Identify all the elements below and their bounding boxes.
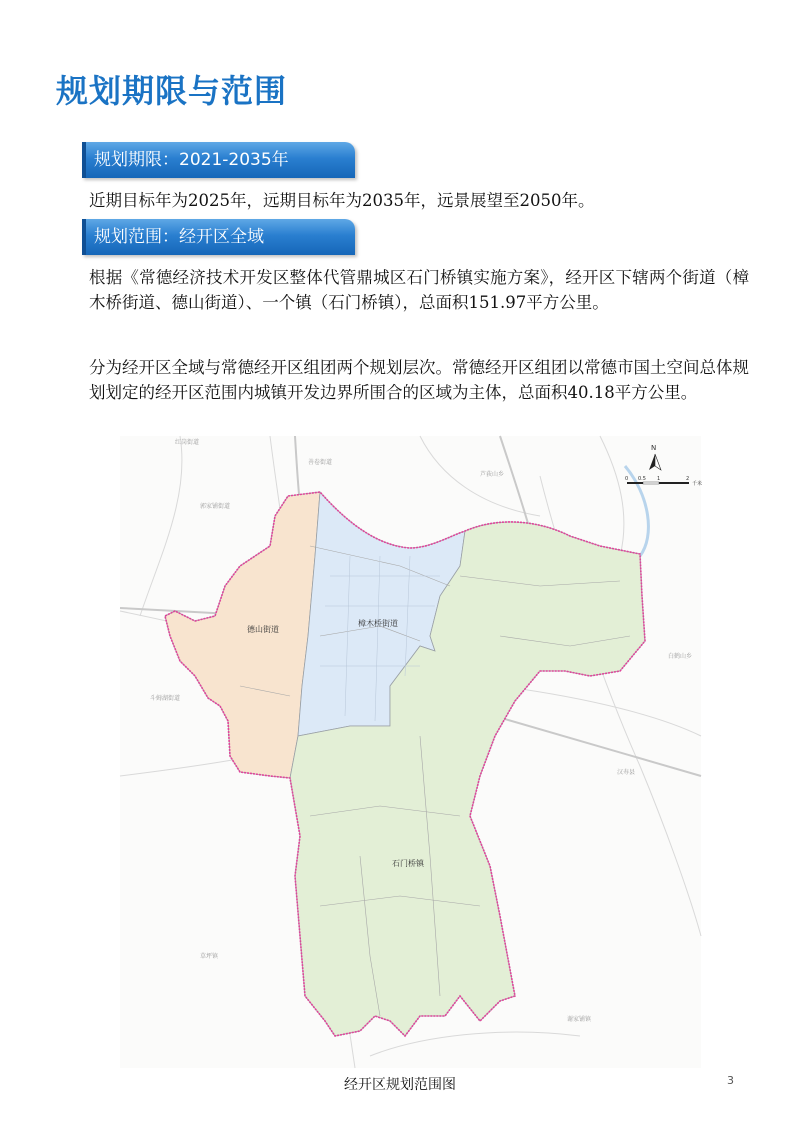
map-faint-label: 芦荻山乡	[480, 471, 505, 478]
scale-tick: 0.5	[638, 476, 646, 482]
map-faint-label: 谢家铺镇	[567, 1016, 592, 1023]
scale-tick: 1	[657, 476, 661, 482]
section-banner-planning-scope: 规划范围：经开区全域	[82, 219, 355, 255]
map-label-zhangmuqiao: 樟木桥街道	[358, 619, 398, 628]
map-svg	[120, 436, 701, 1068]
planning-scope-paragraph-1: 根据《常德经济技术开发区整体代管鼎城区石门桥镇实施方案》，经开区下辖两个街道（樟木桥街道、德山街道）、一个镇（石门桥镇），总面积151.97平方公里。	[89, 268, 749, 312]
map-faint-label: 草坪镇	[200, 953, 219, 960]
map-faint-label: 郭家铺街道	[200, 503, 231, 510]
map-caption: 经开区规划范围图	[344, 1077, 456, 1093]
north-label: N	[651, 444, 657, 452]
map-faint-label: 汉寿县	[617, 769, 636, 776]
page-title: 规划期限与范围	[56, 72, 288, 110]
north-arrow-icon	[649, 444, 661, 470]
planning-period-paragraph: 近期目标年为2025年，远期目标年为2035年，远景展望至2050年。	[89, 191, 595, 210]
planning-scope-map	[120, 436, 701, 1068]
map-faint-label: 白鹤山乡	[668, 653, 693, 660]
deshan-street-region	[165, 492, 320, 778]
section-banner-planning-period: 规划期限：2021-2035年	[82, 142, 355, 178]
map-faint-label: 善卷街道	[308, 459, 333, 466]
scale-unit: 千米	[692, 481, 703, 487]
planning-scope-paragraph-2: 分为经开区全域与常德经开区组团两个规划层次。常德经开区组团以常德市国土空间总体规划划定的经开区范围内城镇开发边界所围合的区域为主体，总面积40.18平方公里。	[89, 358, 749, 402]
scale-tick: 2	[686, 476, 690, 482]
map-label-shimenqiao: 石门桥镇	[392, 859, 424, 868]
scale-tick: 0	[625, 476, 629, 482]
page-number: 3	[727, 1074, 734, 1087]
map-label-deshan: 德山街道	[247, 625, 279, 634]
map-faint-label: 红岗街道	[175, 439, 200, 446]
map-faint-label: 斗姆湖街道	[150, 695, 181, 702]
